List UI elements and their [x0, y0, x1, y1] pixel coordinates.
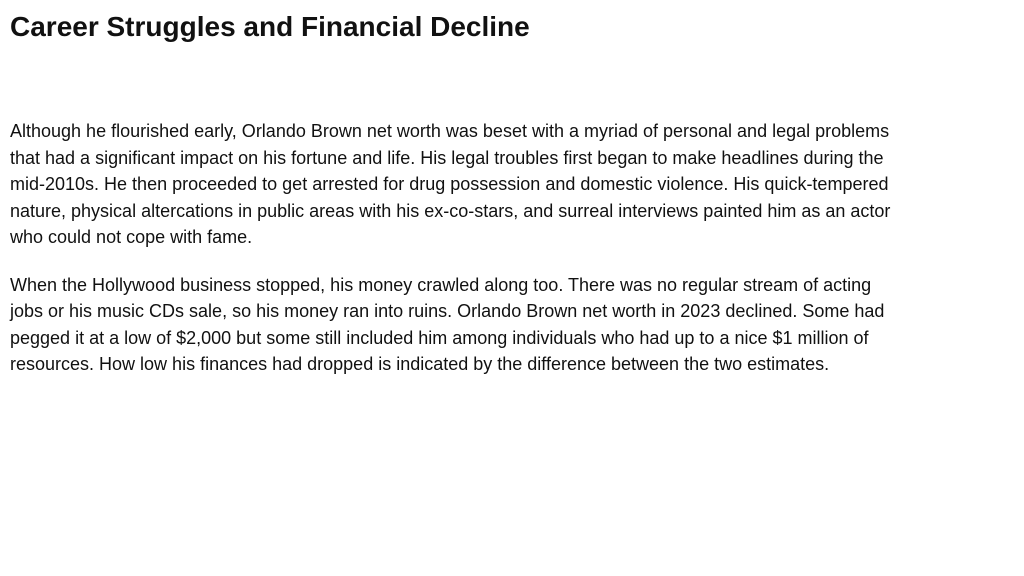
paragraph-career-struggles: Although he flourished early, Orlando Brown net worth was beset with a myriad of personal and legal problems that had a significant impact on his fortune and life. His legal troubles first began to make headlines during the mid-2010s. He then proceeded to get arrested for drug possession and domestic violence. His quick-tempered nature, physical altercations in public areas with his ex-co-stars, and surreal interviews painted him as an actor who could not cope with fame.: [10, 121, 891, 247]
paragraph-financial-decline: When the Hollywood business stopped, his money crawled along too. There was no regular stream of acting jobs or his music CDs sale, so his money ran into ruins. Orlando Brown net worth in 2023 declined. Some had pegged it at a low of $2,000 but some still included him among individuals who had up to a nice $1 million of resources. How low his finances had dropped is indicated by the difference between the two estimates.: [10, 274, 885, 374]
article: [10, 0, 900, 378]
section-heading: Career Struggles and Financial Decline: [10, 11, 530, 42]
